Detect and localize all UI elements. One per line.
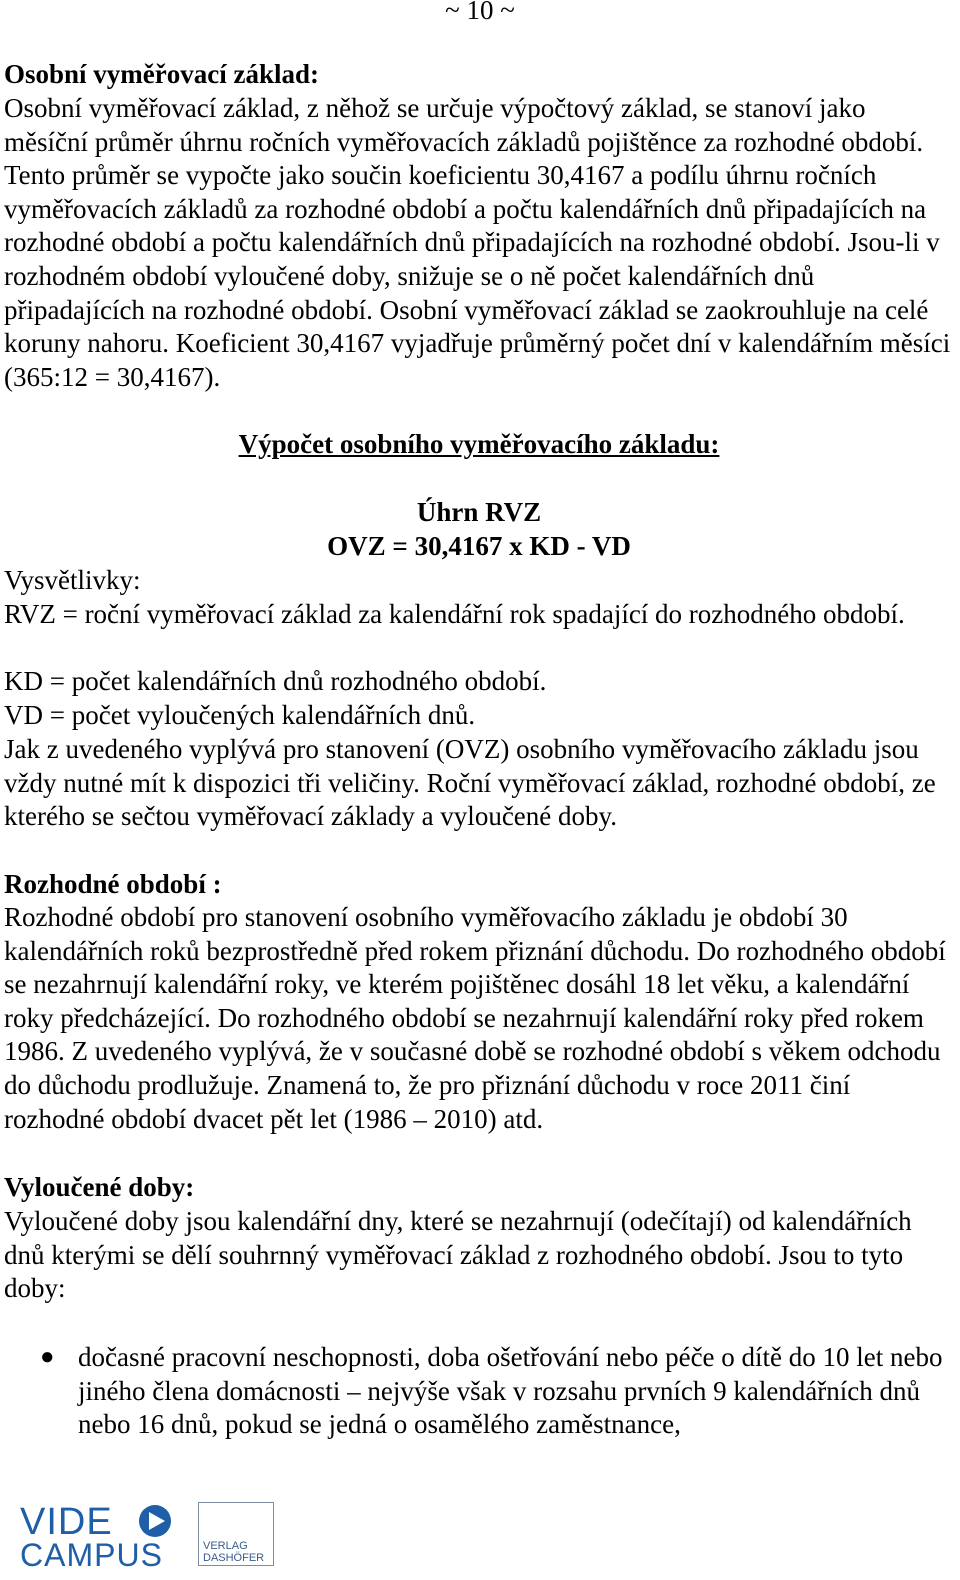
footer-logos [20, 1500, 320, 1570]
rozhodne-paragraph: Rozhodné období pro stanovení osobního vyměřovacího základu je období 30 kalendářních roků bezprostředně před rokem přiznání důchodu. Do rozhodného období se nezahrnují kalendářní roky, ve kterém pojištěnec dosáhl 18 let věku, a kalendářní roky předcházející. Do rozhodného období se nezahrnují kalendářní roky před rokem 1986. Z uvedeného vyplývá, že v současné době se rozhodné období s věkem odchodu do důchodu prodlužuje. Znamená to, že pro přiznání důchodu v roce 2011 činí rozhodné období dvacet pět let (1986 – 2010) atd. [4, 902, 946, 1134]
vyloucene-paragraph: Vyloučené doby jsou kalendářní dny, které se nezahrnují (odečítají) od kalendářních dnů kterými se dělí souhrnný vyměřovací základ z rozhodného období. Jsou to tyto doby: [4, 1206, 912, 1304]
svg-text:VIDE: VIDE [20, 1501, 113, 1543]
vyloucene-heading: Vyloučené doby: [4, 1172, 195, 1202]
legend-rvz: RVZ = roční vyměřovací základ za kalendářní rok spadající do rozhodného období. [4, 599, 905, 629]
calculation-title: Výpočet osobního vyměřovacího základu: [238, 429, 720, 459]
list-item: dočasné pracovní neschopnosti, doba ošetřování nebo péče o dítě do 10 let nebo jiného člena domácnosti – nejvýše však v rozsahu prvních 9 kalendářních dnů nebo 16 dnů, pokud se jedná o osamělého zaměstnance, [78, 1342, 943, 1440]
formula-numerator: Úhrn RVZ [416, 497, 542, 527]
videocampus-logo [20, 1500, 190, 1568]
osobni-paragraph: Osobní vyměřovací základ, z něhož se určuje výpočtový základ, se stanoví jako měsíční průměr úhrnu ročních vyměřovacích základů pojištěnce za rozhodné období. Tento průměr se vypočte jako součin koeficientu 30,4167 a podílu úhrnu ročních vyměřovacích základů za rozhodné období a počtu kalendářních dnů připadajících na rozhodné období a počtu kalendářních dnů připadajících na rozhodné období. Jsou-li v rozhodném období vyloučené doby, snižuje se o ně počet kalendářních dnů připadajících na rozhodné období. Osobní vyměřovací základ se zaokrouhluje na celé koruny nahoru. Koeficient 30,4167 vyjadřuje průměrný počet dní v kalendářním měsíci (365:12 = 30,4167). [4, 93, 951, 392]
verlag-dashofer-logo: VERLAG DASHÖFER [198, 1502, 274, 1566]
rozhodne-heading: Rozhodné období : [4, 869, 222, 899]
formula-main: OVZ = 30,4167 x KD - VD [327, 531, 631, 561]
page-number: ~ 10 ~ [445, 0, 515, 25]
svg-text:CAMPUS: CAMPUS [20, 1537, 163, 1568]
legend-kd: KD = počet kalendářních dnů rozhodného období. [4, 666, 547, 696]
calculation-summary: Jak z uvedeného vyplývá pro stanovení (OVZ) osobního vyměřovacího základu jsou vždy nutné mít k dispozici tři veličiny. Roční vyměřovací základ, rozhodné období, ze kterého se sečtou vyměřovací základy a vyloučené doby. [4, 734, 936, 832]
legend-vd: VD = počet vyloučených kalendářních dnů. [4, 700, 476, 730]
legend-title: Vysvětlivky: [4, 565, 141, 595]
bullet-icon: ● [40, 1344, 55, 1370]
osobni-heading: Osobní vyměřovací základ: [4, 59, 319, 89]
